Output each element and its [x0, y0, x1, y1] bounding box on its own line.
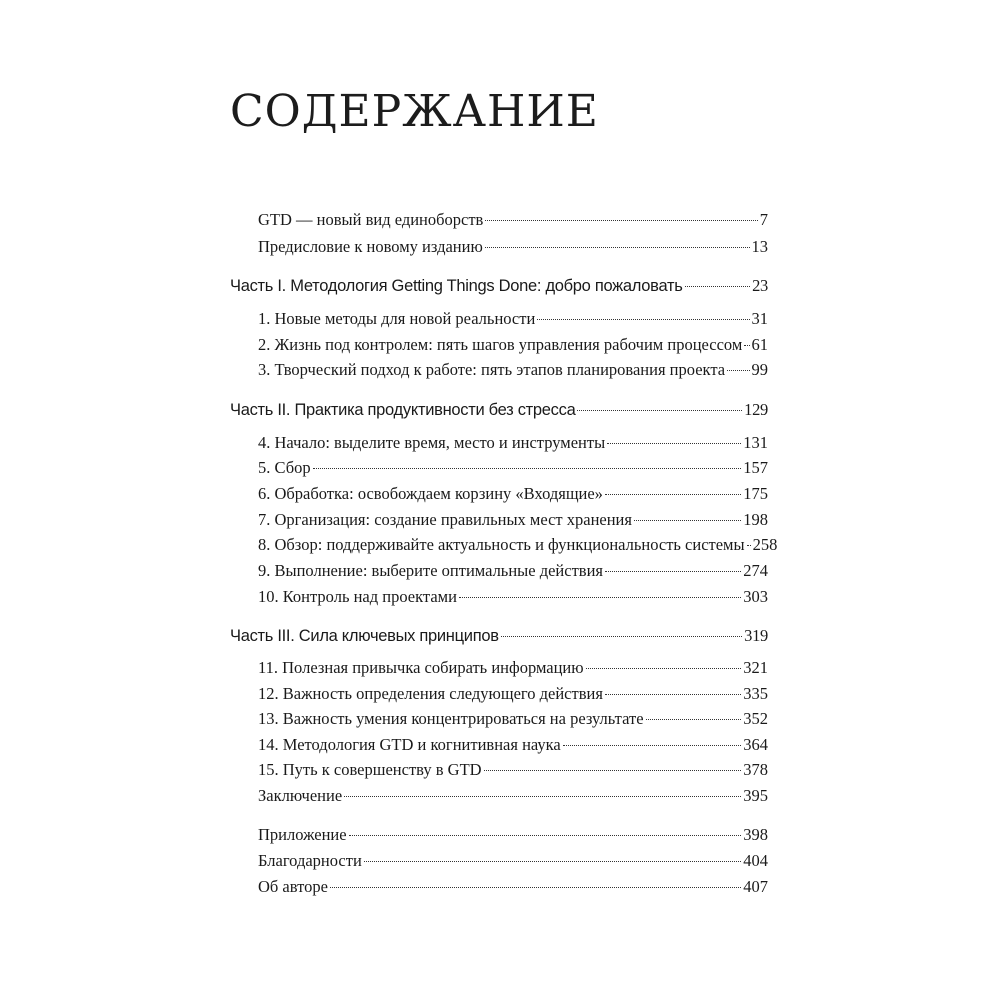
dot-leader — [577, 409, 742, 411]
toc-entry-title: 7. Организация: создание правильных мест хранения — [258, 510, 632, 529]
toc-entry-title: Об авторе — [258, 877, 328, 896]
toc-entry-title: Благодарности — [258, 851, 362, 870]
toc-entry-page: 23 — [752, 276, 768, 295]
dot-leader — [484, 769, 742, 771]
toc-entry-page: 175 — [743, 484, 768, 503]
dot-leader — [459, 596, 741, 598]
toc-entry-chapter-1 — [258, 309, 768, 331]
toc-entry-foreword-gtd — [258, 210, 768, 232]
toc-entry-chapter-12 — [258, 684, 768, 706]
dot-leader — [747, 544, 751, 546]
toc-entry-page: 404 — [743, 851, 768, 870]
toc-entry-page: 352 — [743, 709, 768, 728]
toc-entry-page: 398 — [743, 825, 768, 844]
toc-entry-title: Заключение — [258, 786, 343, 805]
toc-entry-title: Предисловие к новому изданию — [258, 237, 483, 256]
toc-entry-page: 61 — [751, 335, 768, 354]
dot-leader — [330, 886, 741, 888]
toc-entry-chapter-11 — [258, 658, 768, 680]
toc-entry-chapter-14 — [258, 735, 768, 757]
dot-leader — [607, 442, 741, 444]
toc-entry-chapter-10 — [258, 587, 768, 609]
toc-entry-page: 335 — [743, 684, 768, 703]
toc-entry-page: 378 — [743, 760, 768, 779]
toc-entry-page: 157 — [743, 458, 768, 477]
dot-leader — [605, 493, 741, 495]
toc-entry-chapter-2 — [258, 335, 768, 357]
toc-entry-page: 99 — [751, 360, 768, 379]
toc-entry-chapter-6 — [258, 484, 768, 506]
toc-entry-page: 198 — [743, 510, 768, 529]
toc-entry-page: 407 — [743, 877, 768, 896]
dot-leader — [744, 344, 749, 346]
toc-part-title: Часть I. Методология Getting Things Done: добро пожаловать — [230, 277, 683, 295]
dot-leader — [605, 693, 741, 695]
toc-entry-page: 321 — [743, 658, 768, 677]
toc-entry-page: 303 — [743, 587, 768, 606]
toc-entry-page: 131 — [743, 433, 768, 452]
dot-leader — [349, 834, 742, 836]
dot-leader — [537, 318, 749, 320]
dot-leader — [501, 635, 742, 637]
toc-entry-title: Приложение — [258, 825, 347, 844]
toc-entry-page: 31 — [751, 309, 768, 328]
toc-entry-title: 6. Обработка: освобождаем корзину «Входящие» — [258, 484, 603, 503]
toc-entry-title: 3. Творческий подход к работе: пять этапов планирования проекта — [258, 360, 726, 379]
toc-entry-page: 319 — [744, 626, 768, 645]
toc-part-3 — [230, 626, 768, 648]
toc-entry-conclusion — [258, 786, 768, 808]
toc-entry-page: 364 — [743, 735, 768, 754]
toc-entry-chapter-13 — [258, 709, 768, 731]
toc-entry-title: 8. Обзор: поддерживайте актуальность и функциональность системы — [258, 535, 745, 554]
toc-entry-title: GTD — новый вид единоборств — [258, 210, 484, 229]
toc-entry-title: 15. Путь к совершенству в GTD — [258, 760, 482, 779]
toc-entry-page: 13 — [751, 237, 768, 256]
toc-part-1 — [230, 276, 768, 298]
dot-leader — [364, 860, 741, 862]
toc-entry-about-author — [258, 877, 768, 899]
toc-entry-chapter-15 — [258, 760, 768, 782]
toc-part-2 — [230, 400, 768, 422]
dot-leader — [685, 285, 751, 287]
dot-leader — [563, 744, 742, 746]
dot-leader — [485, 246, 750, 248]
toc-entry-title: 5. Сбор — [258, 458, 311, 477]
toc-entry-title: 13. Важность умения концентрироваться на результате — [258, 709, 644, 728]
toc-entry-title: 1. Новые методы для новой реальности — [258, 309, 536, 328]
dot-leader — [344, 795, 741, 797]
dot-leader — [634, 519, 741, 521]
dot-leader — [313, 467, 742, 469]
toc-entry-appendix — [258, 825, 768, 847]
toc-entry-title: 10. Контроль над проектами — [258, 587, 457, 606]
toc-entry-title: 14. Методология GTD и когнитивная наука — [258, 735, 561, 754]
toc-entry-preface — [258, 237, 768, 259]
toc-entry-page: 129 — [744, 400, 768, 419]
toc-entry-chapter-5 — [258, 458, 768, 480]
toc-entry-title: 9. Выполнение: выберите оптимальные действия — [258, 561, 603, 580]
toc-entry-title: 11. Полезная привычка собирать информацию — [258, 658, 584, 677]
toc-part-title: Часть III. Сила ключевых принципов — [230, 627, 499, 645]
dot-leader — [727, 369, 749, 371]
toc-entry-page: 258 — [752, 535, 778, 554]
page-title: СОДЕРЖАНИЕ — [230, 86, 599, 137]
toc-part-title: Часть II. Практика продуктивности без стресса — [230, 401, 576, 419]
toc-entry-acknowledgements — [258, 851, 768, 873]
toc-entry-page: 395 — [743, 786, 768, 805]
toc-entry-title: 4. Начало: выделите время, место и инструменты — [258, 433, 606, 452]
toc-entry-chapter-7 — [258, 510, 768, 532]
dot-leader — [646, 718, 742, 720]
toc-entry-page: 274 — [743, 561, 768, 580]
toc-entry-page: 7 — [759, 210, 768, 229]
dot-leader — [586, 667, 742, 669]
toc-entry-chapter-3 — [258, 360, 768, 382]
toc-entry-chapter-4 — [258, 433, 768, 455]
dot-leader — [605, 570, 741, 572]
toc-entry-chapter-9 — [258, 561, 768, 583]
toc-entry-title: 2. Жизнь под контролем: пять шагов управления рабочим процессом — [258, 335, 743, 354]
toc-entry-chapter-8 — [258, 535, 778, 557]
toc-entry-title: 12. Важность определения следующего действия — [258, 684, 603, 703]
dot-leader — [485, 219, 757, 221]
